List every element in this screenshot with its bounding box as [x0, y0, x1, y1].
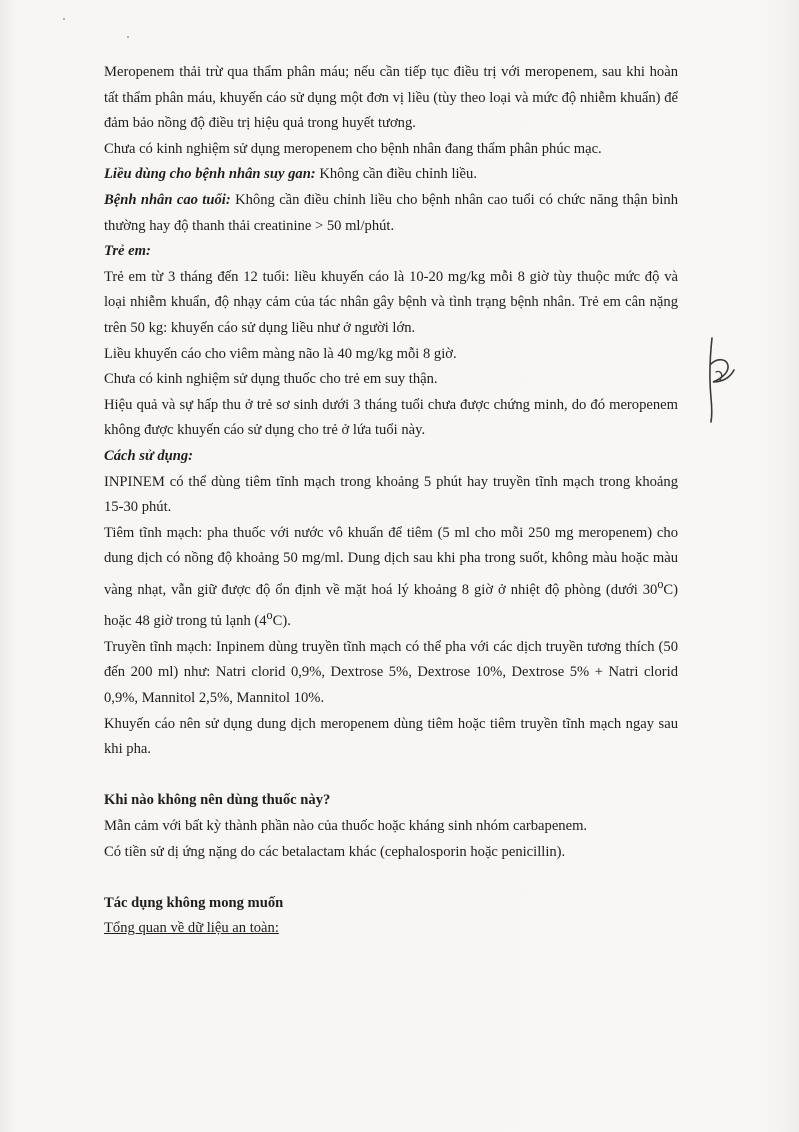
- elderly-text: Không cần điều chỉnh liều cho bệnh nhân cao tuổi có chức năng thận bình thường hay độ thanh thải creatinine > 50 ml/phút.: [104, 191, 678, 234]
- scan-speck: [127, 36, 129, 38]
- liver-dosage-label: Liều dùng cho bệnh nhân suy gan:: [104, 166, 316, 183]
- usage-heading: Cách sử dụng:: [104, 447, 194, 464]
- children-heading: Trẻ em:: [104, 243, 151, 260]
- liver-dosage-text: Không cần điều chỉnh liều.: [315, 166, 477, 183]
- degree-sign: o: [657, 576, 664, 591]
- iv-injection-text-3: C).: [272, 613, 291, 630]
- paragraph-iv-injection: [104, 521, 678, 635]
- safety-overview-subheading: Tổng quan về dữ liệu an toàn:: [104, 920, 279, 937]
- paragraph-administration: INPINEM có thể dùng tiêm tĩnh mạch trong khoảng 5 phút hay truyền tĩnh mạch trong khoảng 15-30 phút.: [104, 473, 678, 516]
- handwritten-initials: [700, 336, 740, 426]
- paragraph-neonates: Hiệu quả và sự hấp thu ở trẻ sơ sinh dưới 3 tháng tuổi chưa được chứng minh, do đó meropenem không được khuyến cáo sử dụng cho trẻ ở lứa tuổi này.: [104, 396, 678, 439]
- paragraph-elderly: [104, 188, 678, 239]
- paragraph-iv-infusion: Truyền tĩnh mạch: Inpinem dùng truyền tĩnh mạch có thể pha với các dịch truyền tương thích (50 đến 200 ml) như: Natri clorid 0,9%, Dextrose 5%, Dextrose 10%, Dextrose 5% + Natri clorid 0,9%, Mannitol 2,5%, Mannitol 10%.: [104, 638, 678, 706]
- paragraph-peritoneal: Chưa có kinh nghiệm sử dụng meropenem cho bệnh nhân đang thẩm phân phúc mạc.: [104, 140, 602, 157]
- iv-injection-text-2: C) hoặc 48 giờ trong tủ lạnh (4: [104, 581, 678, 630]
- paragraph-hypersensitivity: Mẫn cảm với bất kỳ thành phần nào của thuốc hoặc kháng sinh nhóm carbapenem.: [104, 817, 588, 834]
- paragraph-liver: [104, 162, 678, 188]
- paragraph-allergy-history: Có tiền sử dị ứng nặng do các betalactam khác (cephalosporin hoặc penicillin).: [104, 843, 566, 860]
- paragraph-meningitis: Liều khuyến cáo cho viêm màng não là 40 mg/kg mỗi 8 giờ.: [104, 345, 457, 362]
- degree-sign: o: [266, 608, 273, 623]
- document-body: [104, 60, 678, 942]
- scan-speck: [63, 18, 65, 20]
- iv-injection-text: Tiêm tĩnh mạch: pha thuốc với nước vô khuẩn để tiêm (5 ml cho mỗi 250 mg meropenem) cho dung dịch có nồng độ khoảng 50 mg/ml. Dung dịch sau khi pha trong suốt, không màu hoặc màu vàng nhạt, vẫn giữ được độ ổn định về mặt hoá lý khoảng 8 giờ ở nhiệt độ phòng (dưới 30: [104, 524, 678, 598]
- paragraph-children-dose: Trẻ em từ 3 tháng đến 12 tuổi: liều khuyến cáo là 10-20 mg/kg mỗi 8 giờ tùy thuộc mức độ và loại nhiễm khuẩn, độ nhạy cảm của tác nhân gây bệnh và tình trạng bệnh nhân. Trẻ em cân nặng trên 50 kg: khuyến cáo sử dụng liều như ở người lớn.: [104, 268, 678, 336]
- paragraph-renal-children: Chưa có kinh nghiệm sử dụng thuốc cho trẻ em suy thận.: [104, 371, 438, 388]
- contraindications-heading: Khi nào không nên dùng thuốc này?: [104, 792, 331, 809]
- adverse-effects-heading: Tác dụng không mong muốn: [104, 894, 284, 911]
- elderly-label: Bệnh nhân cao tuổi:: [104, 191, 231, 208]
- paragraph-recommendation: Khuyến cáo nên sử dụng dung dịch meropenem dùng tiêm hoặc tiêm truyền tĩnh mạch ngay sau khi pha.: [104, 715, 678, 758]
- paragraph-dialysis: Meropenem thải trừ qua thẩm phân máu; nếu cần tiếp tục điều trị với meropenem, sau khi hoàn tất thẩm phân máu, khuyến cáo sử dụng một đơn vị liều (tùy theo loại và mức độ nhiễm khuẩn) để đảm bảo nồng độ điều trị hiệu quả trong huyết tương.: [104, 64, 678, 132]
